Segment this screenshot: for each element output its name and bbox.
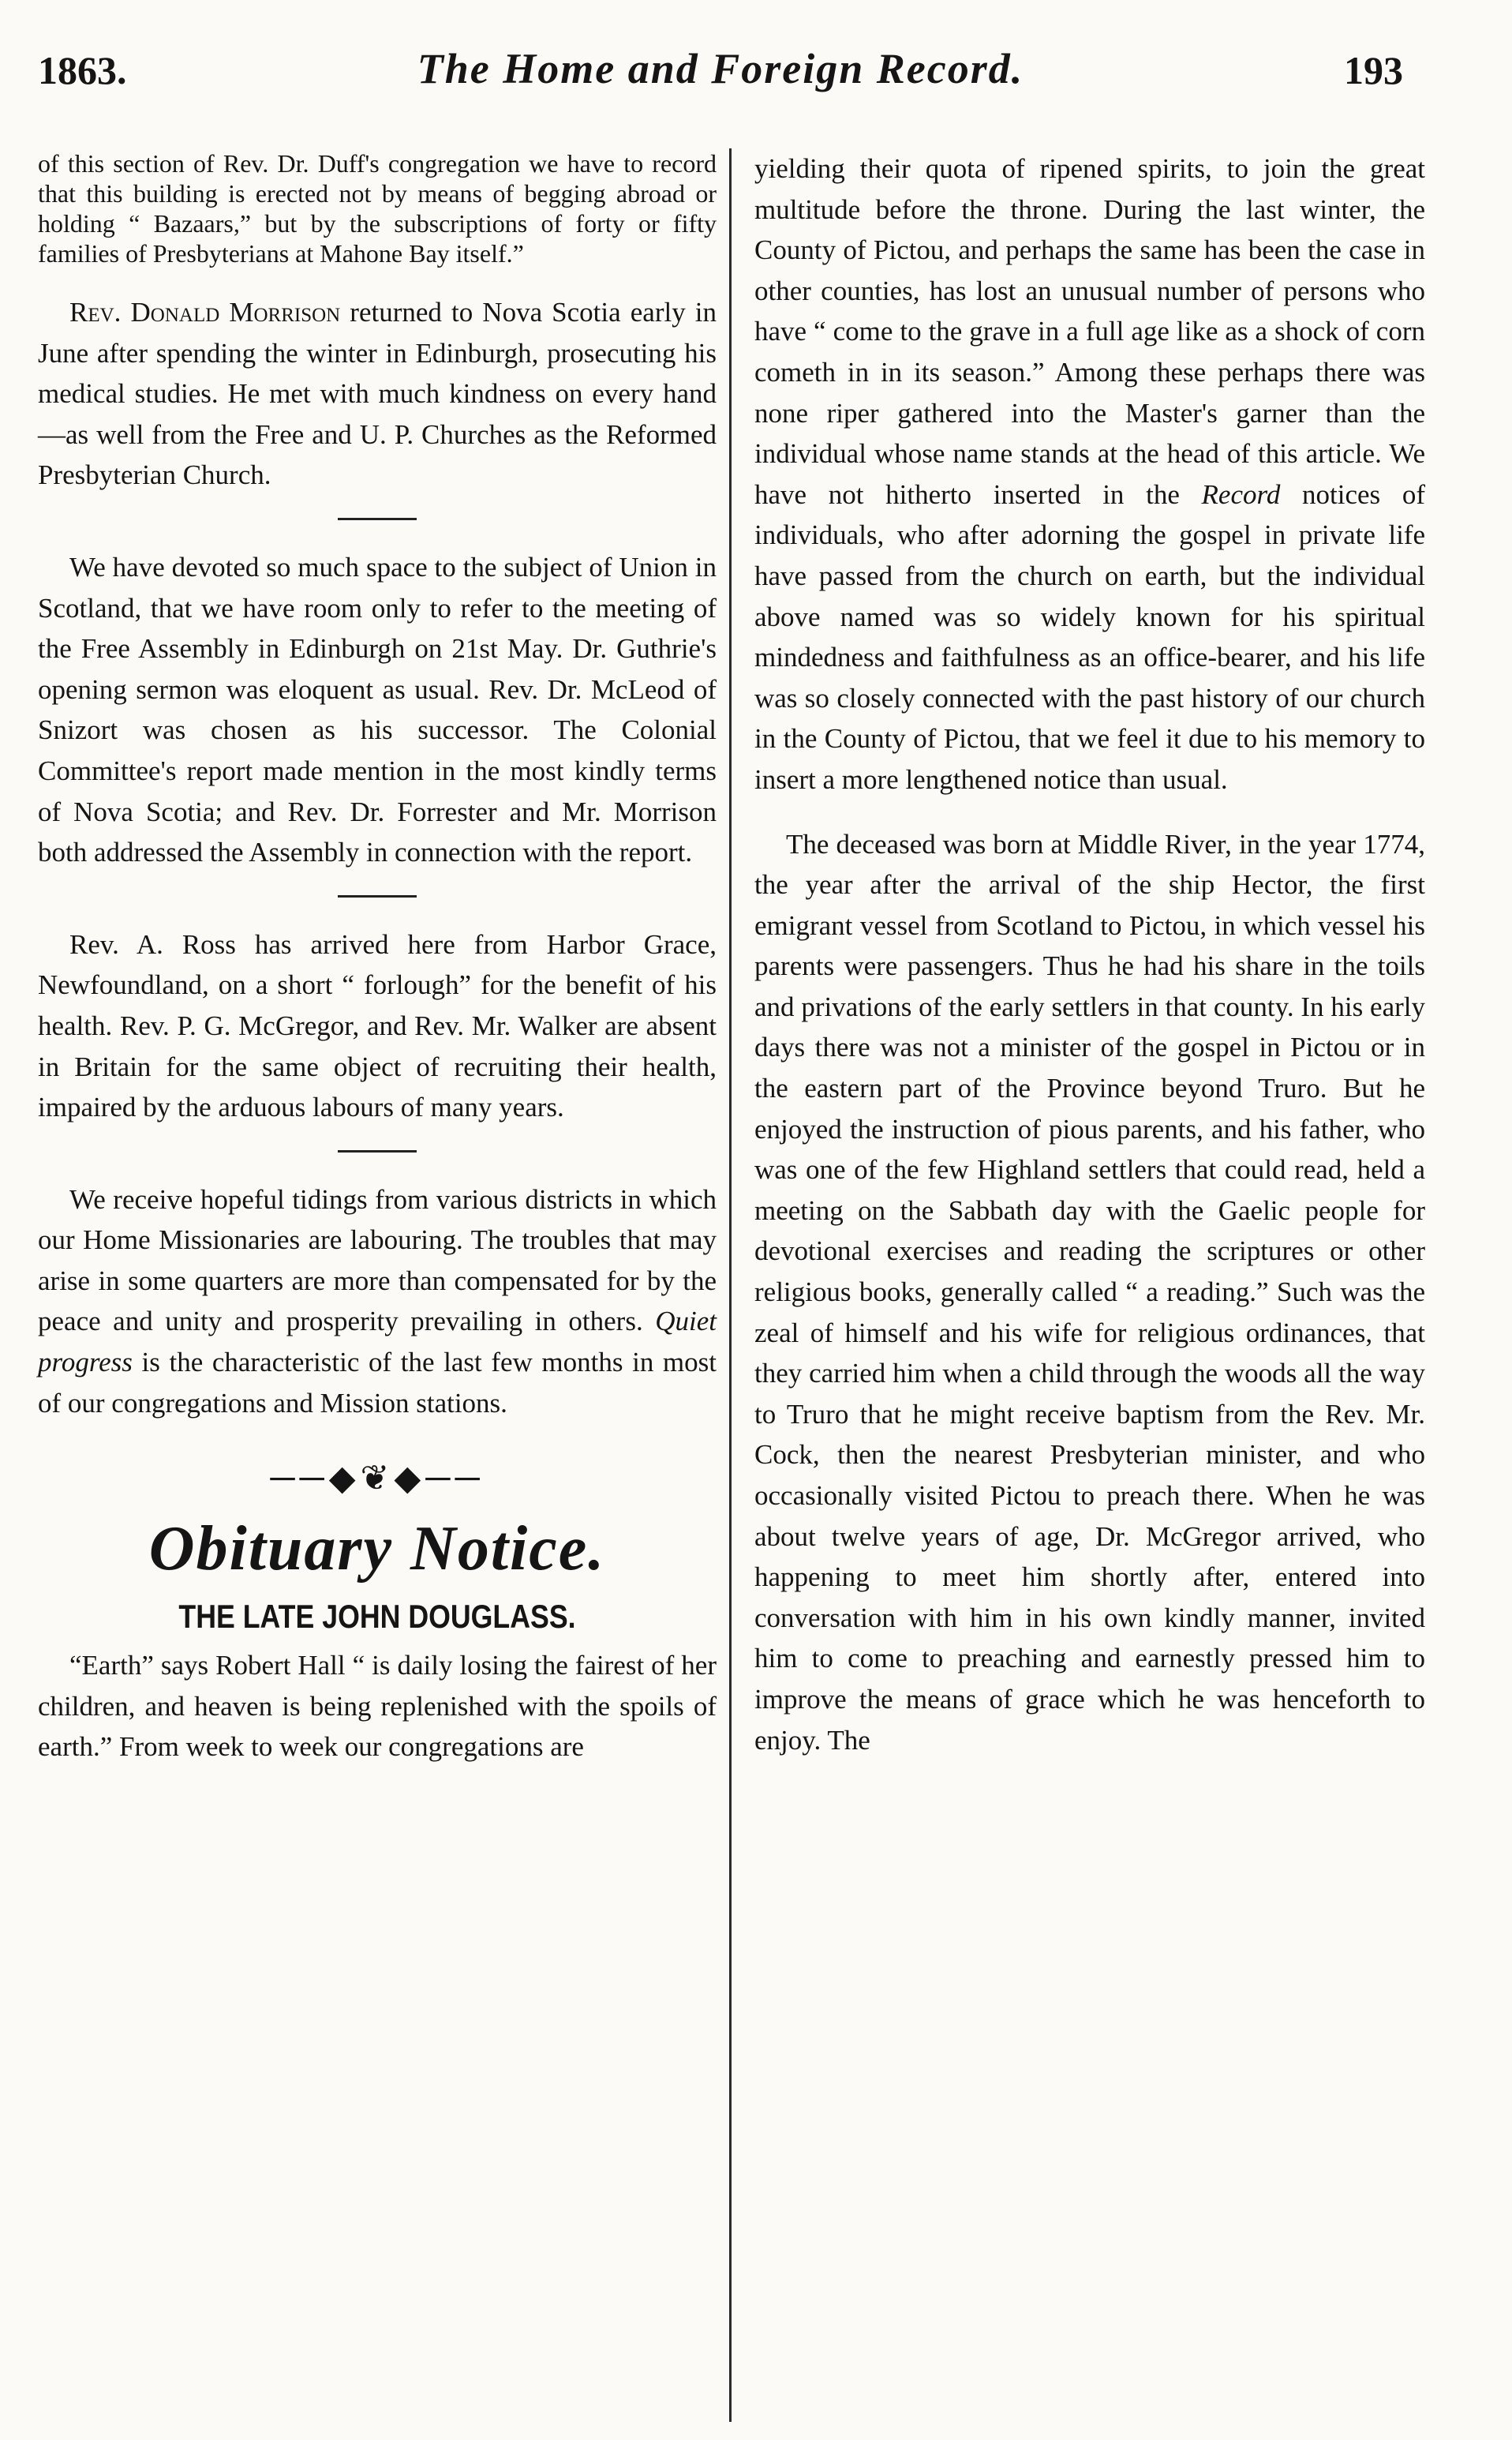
name-donald-morrison: Rev. Donald Morrison: [69, 297, 341, 328]
obituary-subheading: THE LATE JOHN DOUGLASS.: [178, 1598, 576, 1636]
column-divider: [729, 148, 732, 2422]
paragraph-morrison: [38, 292, 717, 496]
ripened-text-b: notices of individuals, who after adorning the gospel in private life have passed from the church on earth, but the individual above named was so widely known for his spiritual mindedness and faithfulness as an office-bearer, and his life was so closely connected with the past history of our church in the County of Pictou, that we feel it due to his memory to insert a more lengthened notice than usual.: [754, 478, 1425, 795]
publication-title: The Home and Foreign Record.: [417, 45, 1024, 92]
section-rule: [338, 895, 417, 898]
paragraph-home-missionaries: [38, 1179, 717, 1424]
morrison-text: returned to Nova Scotia early in June after spending the winter in Edinburgh, prosecuting his medical studies. He met with much kindness on every hand—as well from the Free and U. P. Churches as the Reformed Presbyterian Church.: [38, 297, 717, 491]
paragraph-robert-hall: “Earth” says Robert Hall “ is daily losing the fairest of her children, and heaven is being replenished with the spoils of earth.” From week to week our congregations are: [38, 1650, 717, 1763]
paragraph-duff-congregation: of this section of Rev. Dr. Duff's congregation we have to record that this building is erected not by means of begging abroad or holding “ Bazaars,” but by the subscriptions of forty or fifty families of Presbyterians at Mahone Bay itself.”: [38, 149, 717, 268]
paragraph-deceased-born: The deceased was born at Middle River, in the year 1774, the year after the arrival of the ship Hector, the first emigrant vessel from Scotland to Pictou, in which vessel his parents were passengers. Thus he had his share in the toils and privations of the early settlers in that county. In his early days there was not a minister of the gospel in Pictou or in the eastern part of the Province beyond Truro. But he enjoyed the instruction of pious parents, and his father, who was one of the few Highland settlers that could read, held a meeting on the Sabbath day with the Gaelic people for devotional exercises and reading the scriptures or other religious books, generally called “ a reading.” Such was the zeal of himself and his wife for religious ordinances, that they carried him when a child through the woods all the way to Truro that he might receive baptism from the Rev. Mr. Cock, then the nearest Presbyterian minister, and who occasionally visited Pictou to preach there. When he was about twelve years of age, Dr. McGregor arrived, who happening to meet him shortly after, entered into conversation with him in his own kindly manner, invited him to come to preaching and earnestly pressed him to improve the means of grace which he was henceforth to enjoy. The: [754, 828, 1425, 1756]
paragraph-ripened-spirits: [754, 148, 1425, 800]
paragraph-ross: Rev. A. Ross has arrived here from Harbor Grace, Newfoundland, on a short “ forlough” for the benefit of his health. Rev. P. G. McGregor, and Rev. Mr. Walker are absent in Britain for the same object of recruiting their health, impaired by the arduous labours of many years.: [38, 928, 717, 1123]
right-column: [754, 148, 1425, 1760]
record-italic: Record: [1201, 478, 1281, 510]
header-year: 1863.: [38, 48, 127, 92]
section-rule: [338, 1150, 417, 1153]
missionaries-text-a: We receive hopeful tidings from various districts in which our Home Missionaries are labouring. The troubles that may arise in some quarters are more than compensated for by the peace and unity and prosperity prevailing in others.: [38, 1183, 717, 1337]
ornament-divider: ──◆❦◆──: [270, 1459, 485, 1498]
ripened-text-a: yielding their quota of ripened spirits, to join the great multitude before the throne. During the last winter, the County of Pictou, and perhaps the same has been the case in other counties, has lost an unusual number of persons who have “ come to the grave in a full age like as a shock of corn cometh in in its season.” Among these perhaps there was none riper gathered into the Master's garner than the individual whose name stands at the head of this article. We have not hitherto inserted in the: [754, 153, 1425, 510]
page-number: 193: [1344, 48, 1403, 92]
paragraph-union-scotland: We have devoted so much space to the subject of Union in Scotland, that we have room only to refer to the meeting of the Free Assembly in Edinburgh on 21st May. Dr. Guthrie's opening sermon was eloquent as usual. Rev. Dr. McLeod of Snizort was chosen as his successor. The Colonial Committee's report made mention in the most kindly terms of Nova Scotia; and Rev. Dr. Forrester and Mr. Morrison both addressed the Assembly in connection with the report.: [38, 551, 717, 868]
missionaries-text-b: is the characteristic of the last few months in most of our congregations and Mission stations.: [38, 1347, 717, 1419]
left-column: [38, 148, 717, 1767]
page-header: [38, 39, 1403, 111]
obituary-heading: Obituary Notice.: [148, 1513, 606, 1584]
quiet-progress-italic: Quiet progress: [38, 1306, 717, 1378]
section-rule: [338, 518, 417, 520]
